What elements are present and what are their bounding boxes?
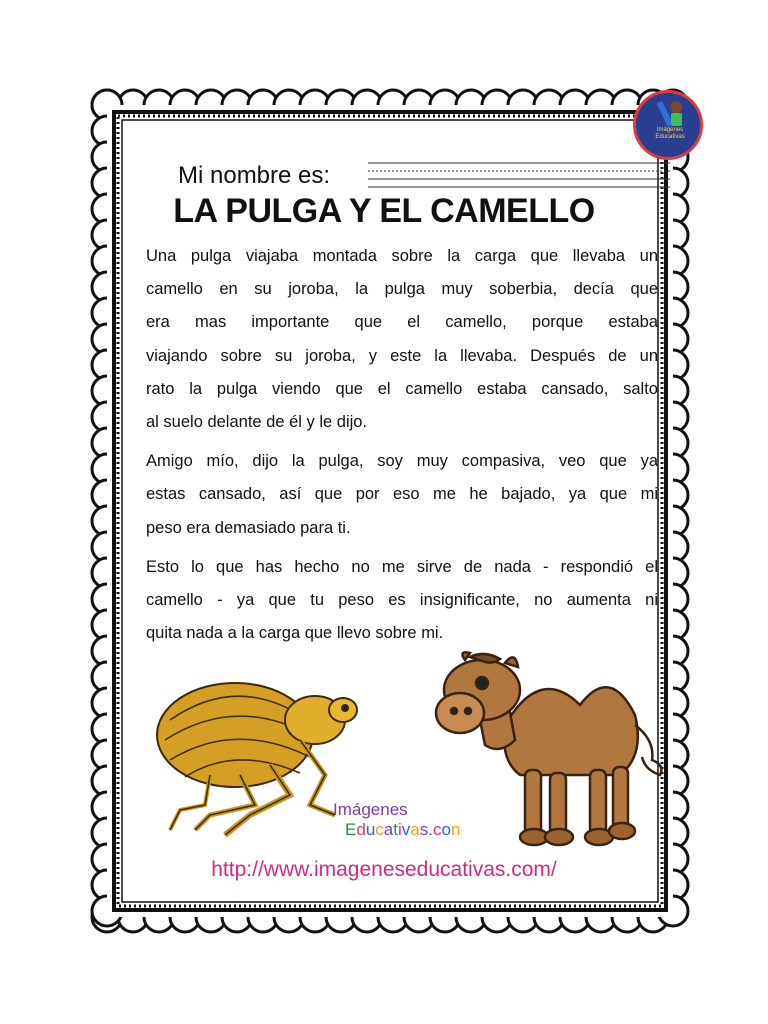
- logo-text: Imágenes Educativas: [655, 127, 685, 140]
- flea-illustration-icon: [150, 665, 360, 850]
- story-title: LA PULGA Y EL CAMELLO: [173, 192, 595, 230]
- watermark-letter: E: [345, 820, 357, 839]
- watermark-line2: [333, 820, 460, 840]
- name-label: Mi nombre es:: [178, 162, 331, 189]
- story-paragraph: [146, 445, 658, 545]
- watermark-letter: n: [450, 820, 461, 839]
- footer-url-link[interactable]: http://www.imageneseducativas.com/: [211, 858, 557, 881]
- watermark-logo: [333, 800, 460, 840]
- story-line: quita nada a la carga que llevo sobre mi.: [146, 624, 444, 643]
- story-line: Una pulga viajaba montada sobre la carga que llevaba un: [146, 247, 658, 265]
- watermark-letter: o: [441, 820, 451, 839]
- watermark-letter: c: [375, 820, 384, 839]
- camel-illustration-icon: [430, 645, 670, 855]
- watermark-letter: i: [397, 820, 402, 839]
- watermark-letter: u: [365, 820, 376, 839]
- watermark-letter: t: [393, 820, 398, 839]
- story-line: camello en su joroba, la pulga muy soberbia, decía que: [146, 280, 658, 299]
- story-text: [146, 240, 658, 656]
- watermark-letter: d: [356, 820, 366, 839]
- name-field-row: [178, 158, 330, 194]
- story-line: viajando sobre su joroba, y este la llevaba. Después de un: [146, 346, 658, 365]
- story-line: Esto lo que has hecho no me sirve de nada - respondió el: [146, 557, 658, 576]
- story-paragraph: [146, 240, 658, 439]
- watermark-letter: a: [410, 820, 420, 839]
- story-line: al suelo delante de él y le dijo.: [146, 413, 368, 432]
- story-line: era mas importante que el camello, porque estaba: [146, 313, 658, 332]
- story-paragraph: [146, 551, 658, 651]
- story-line: camello - ya que tu peso es insignificante, no aumenta ni: [146, 591, 658, 610]
- watermark-letter: v: [401, 820, 411, 839]
- story-line: Amigo mío, dijo la pulga, soy muy compasiva, veo que ya: [146, 452, 658, 471]
- story-line: estas cansado, así que por eso me he bajado, ya que mi: [146, 485, 658, 504]
- watermark-letter: a: [383, 820, 394, 839]
- logo-badge-icon: [633, 90, 703, 160]
- watermark-letter: c: [432, 820, 442, 839]
- story-line: peso era demasiado para ti.: [146, 518, 351, 537]
- watermark-line1: Imágenes: [333, 800, 408, 819]
- watermark-letter: .: [428, 820, 433, 839]
- name-write-lines[interactable]: [368, 160, 670, 190]
- story-line: rato la pulga viendo que el camello estaba cansado, salto: [146, 379, 658, 398]
- watermark-letter: s: [419, 820, 429, 839]
